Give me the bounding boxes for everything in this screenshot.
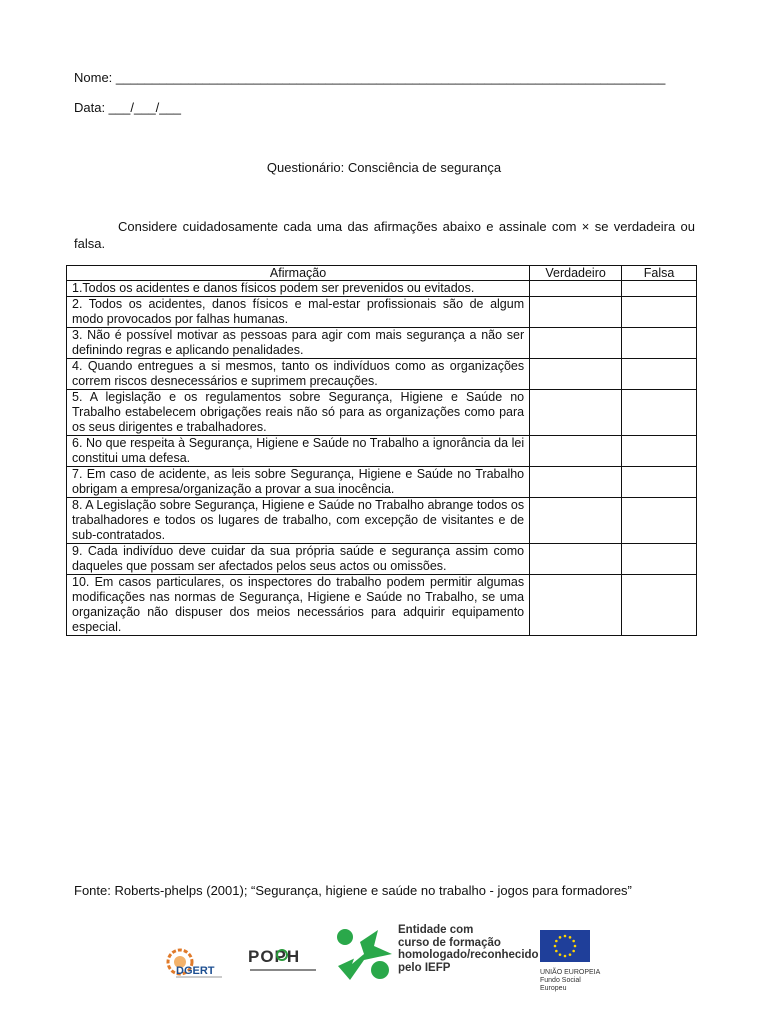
table-row	[67, 575, 697, 636]
true-checkbox-cell[interactable]	[530, 436, 622, 467]
column-header-statement: Afirmação	[67, 266, 530, 281]
false-checkbox-cell[interactable]	[622, 390, 697, 436]
false-checkbox-cell[interactable]	[622, 297, 697, 328]
table-row	[67, 390, 697, 436]
true-checkbox-cell[interactable]	[530, 498, 622, 544]
table-row	[67, 544, 697, 575]
date-field-line: Data: ___/___/___	[74, 100, 181, 115]
instructions-paragraph: Considere cuidadosamente cada uma das afirmações abaixo e assinale com × se verdadeira ou falsa.	[74, 219, 695, 251]
table-header-row	[67, 266, 697, 281]
table-row	[67, 467, 697, 498]
statement-cell: 5. A legislação e os regulamentos sobre Segurança, Higiene e Saúde no Trabalho estabelecem obrigações reais não só para as organizações como para os seus dirigentes e trabalhadores.	[67, 390, 530, 436]
table-row	[67, 498, 697, 544]
false-checkbox-cell[interactable]	[622, 281, 697, 297]
statement-cell: 6. No que respeita à Segurança, Higiene e Saúde no Trabalho a ignorância da lei constitui uma defesa.	[67, 436, 530, 467]
false-checkbox-cell[interactable]	[622, 544, 697, 575]
column-header-false: Falsa	[622, 266, 697, 281]
dgert-logo	[166, 942, 224, 982]
false-checkbox-cell[interactable]	[622, 575, 697, 636]
statement-cell: 1.Todos os acidentes e danos físicos podem ser prevenidos ou evitados.	[67, 281, 530, 297]
entidade-line: pelo IEFP	[398, 961, 451, 974]
eu-logo	[540, 930, 606, 992]
page-title: Questionário: Consciência de segurança	[266, 160, 502, 175]
entidade-line: homologado/reconhecido	[398, 949, 539, 961]
poph-logo-text: POPH	[248, 947, 301, 966]
false-checkbox-cell[interactable]	[622, 467, 697, 498]
true-checkbox-cell[interactable]	[530, 467, 622, 498]
source-citation: Fonte: Roberts-phelps (2001); “Segurança, higiene e saúde no trabalho - jogos para formadores”	[74, 883, 632, 898]
eu-sublabel: Fundo Social Europeu	[540, 977, 581, 992]
iefp-logo	[334, 924, 396, 982]
entidade-text	[398, 924, 539, 974]
false-checkbox-cell[interactable]	[622, 328, 697, 359]
table-row	[67, 359, 697, 390]
true-checkbox-cell[interactable]	[530, 544, 622, 575]
true-checkbox-cell[interactable]	[530, 390, 622, 436]
true-checkbox-cell[interactable]	[530, 281, 622, 297]
dgert-logo-text: DGERT	[176, 965, 215, 977]
table-row	[67, 281, 697, 297]
footer-logos	[0, 920, 768, 990]
entidade-line: curso de formação	[398, 936, 501, 949]
statement-cell: 9. Cada indivíduo deve cuidar da sua própria saúde e segurança assim como daqueles que possam ser afectados pelos seus actos ou omissões.	[67, 544, 530, 575]
entidade-line: Entidade com	[398, 924, 474, 936]
quiz-table	[66, 265, 697, 636]
name-field-line: Nome: ____________________________________________________________________________	[74, 70, 666, 85]
statement-cell: 2. Todos os acidentes, danos físicos e mal-estar profissionais são de algum modo provocados por falhas humanas.	[67, 297, 530, 328]
poph-logo	[246, 942, 320, 976]
table-row	[67, 297, 697, 328]
eu-flag-icon	[540, 930, 590, 962]
table-row	[67, 328, 697, 359]
false-checkbox-cell[interactable]	[622, 498, 697, 544]
statement-cell: 8. A Legislação sobre Segurança, Higiene e Saúde no Trabalho abrange todos os trabalhadores e todos os lugares de trabalho, com excepção de visitantes e de sub-contratados.	[67, 498, 530, 544]
eu-label: UNIÃO EUROPEIA	[540, 969, 601, 976]
true-checkbox-cell[interactable]	[530, 575, 622, 636]
column-header-true: Verdadeiro	[530, 266, 622, 281]
true-checkbox-cell[interactable]	[530, 328, 622, 359]
table-row	[67, 436, 697, 467]
statement-cell: 4. Quando entregues a si mesmos, tanto os indivíduos como as organizações correm riscos desnecessários e suprimem precauções.	[67, 359, 530, 390]
false-checkbox-cell[interactable]	[622, 436, 697, 467]
statement-cell: 3. Não é possível motivar as pessoas para agir com mais segurança a não ser definindo regras e aplicando penalidades.	[67, 328, 530, 359]
statement-cell: 10. Em casos particulares, os inspectores do trabalho podem permitir algumas modificações nas normas de Segurança, Higiene e Saúde no Trabalho, se uma organização não dispuser dos meios necessários para adquirir equipamento especial.	[67, 575, 530, 636]
statement-cell: 7. Em caso de acidente, as leis sobre Segurança, Higiene e Saúde no Trabalho obrigam a empresa/organização a provar a sua inocência.	[67, 467, 530, 498]
true-checkbox-cell[interactable]	[530, 297, 622, 328]
true-checkbox-cell[interactable]	[530, 359, 622, 390]
false-checkbox-cell[interactable]	[622, 359, 697, 390]
